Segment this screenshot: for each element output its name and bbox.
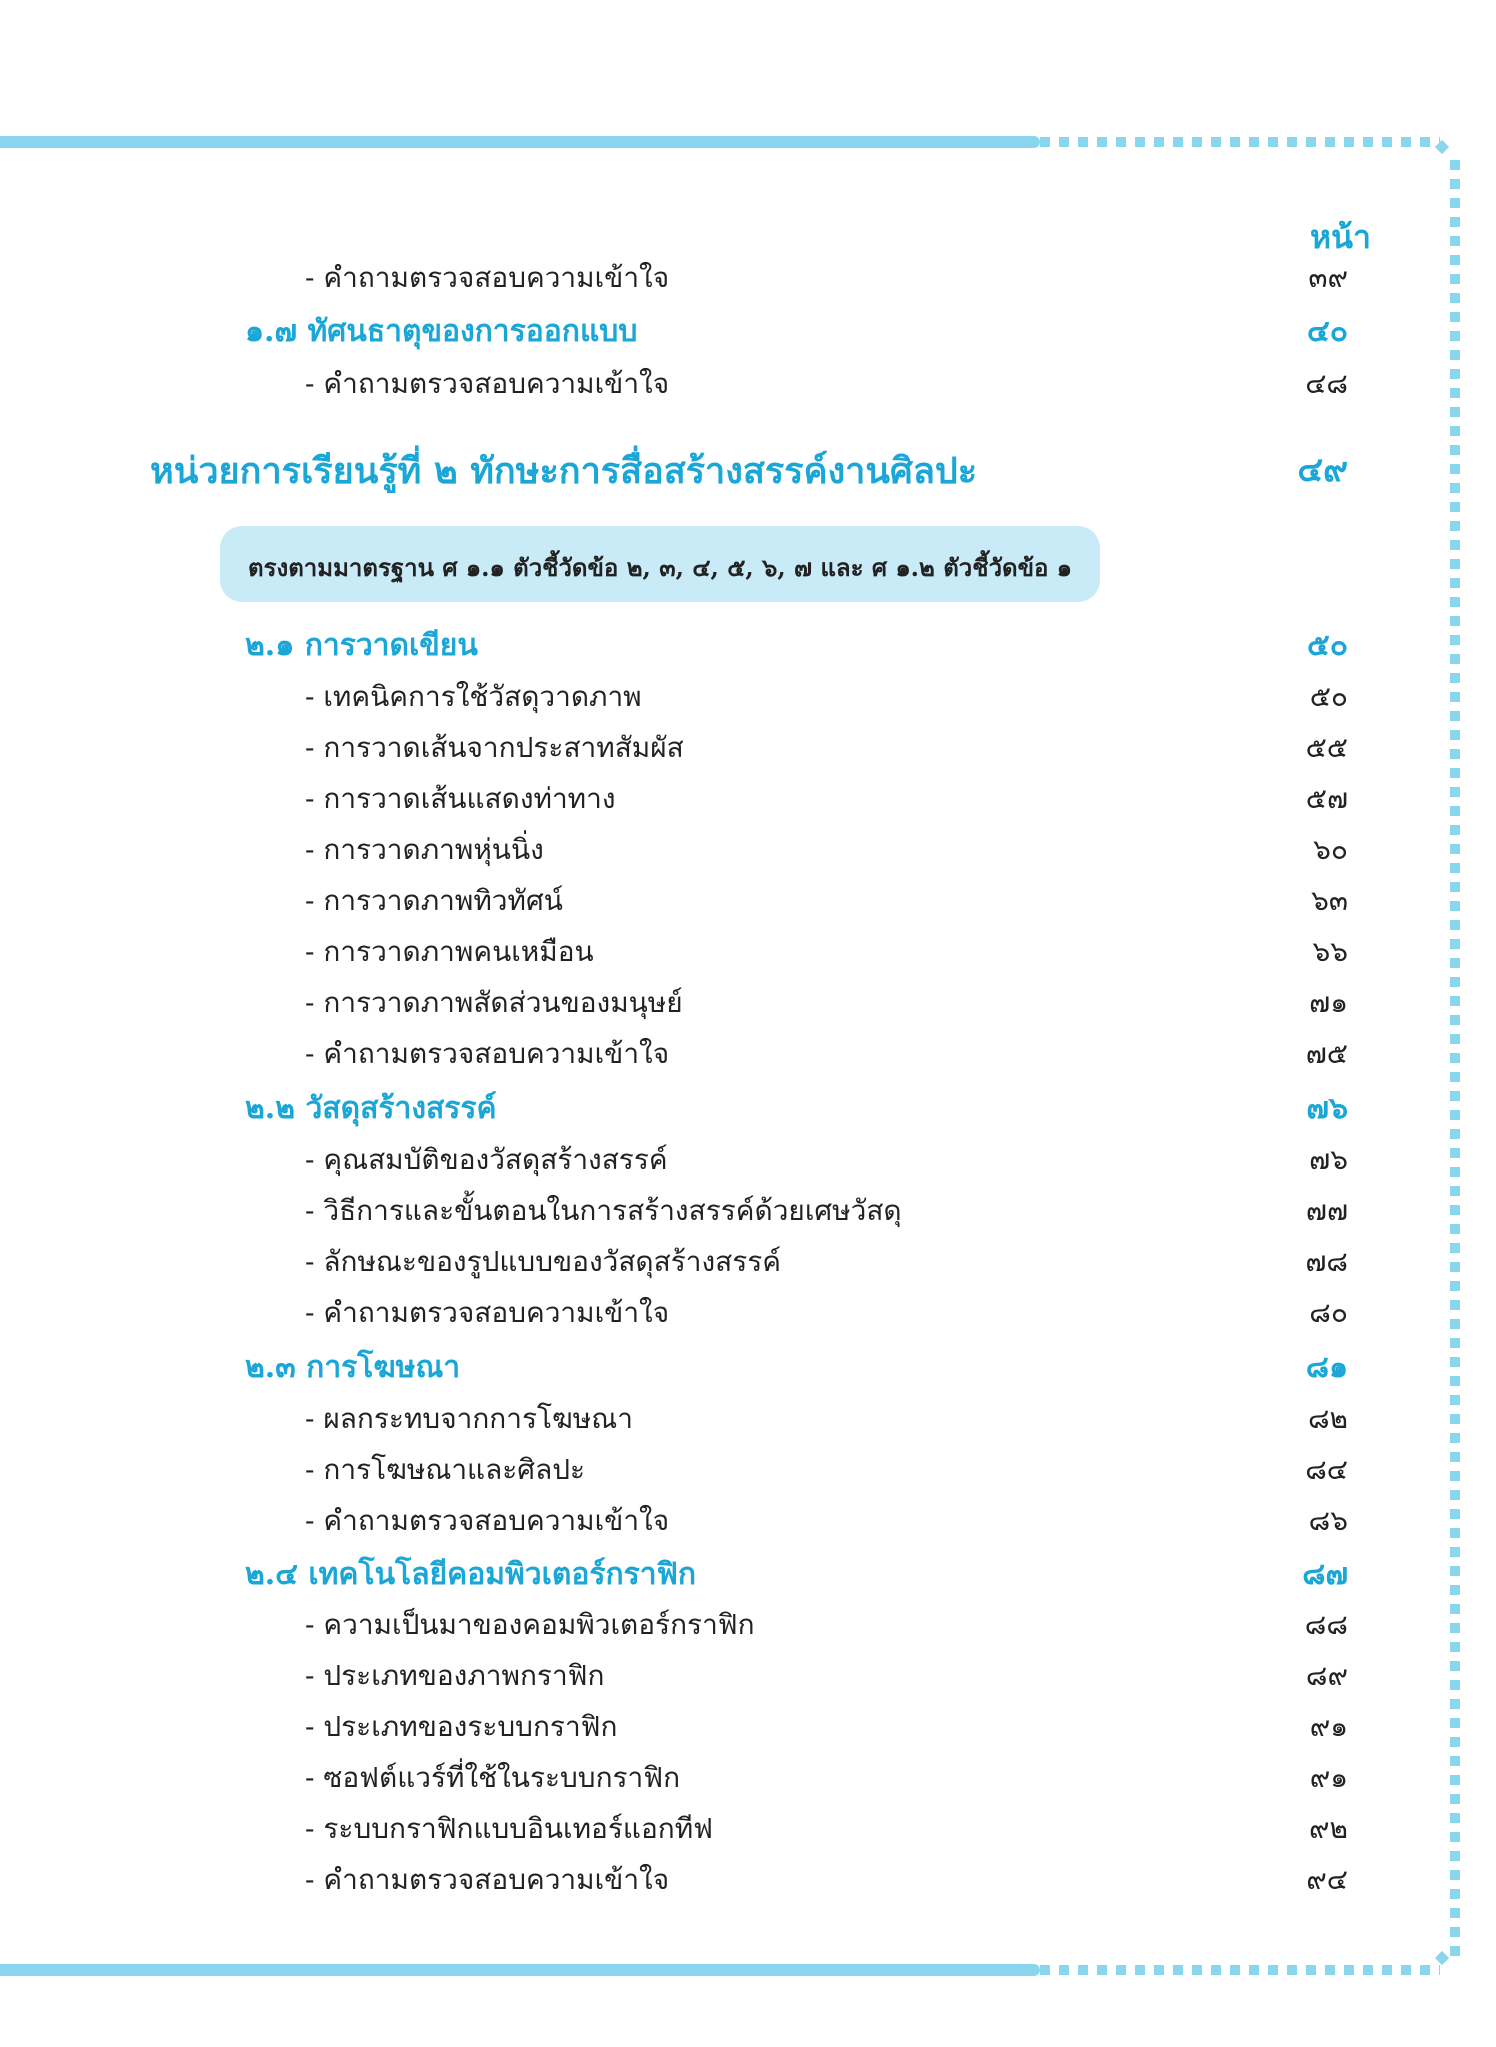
toc-entry-title: - คุณสมบัติของวัสดุสร้างสรรค์ <box>305 1143 668 1176</box>
toc-section-page: ๘๑ <box>1305 1350 1348 1385</box>
toc-entry[interactable] <box>0 981 1496 1031</box>
toc-entry-title: - ลักษณะของรูปแบบของวัสดุสร้างสรรค์ <box>305 1245 782 1278</box>
toc-section-title: ๒.๓ การโฆษณา <box>245 1350 461 1385</box>
toc-entry-title: - การวาดภาพคนเหมือน <box>305 935 594 968</box>
toc-entry-page: ๘๘ <box>1304 1608 1348 1641</box>
toc-entry-title: - คำถามตรวจสอบความเข้าใจ <box>305 1037 670 1070</box>
toc-entry-page: ๗๘ <box>1305 1245 1348 1278</box>
toc-entry-page: ๙๑ <box>1309 1761 1348 1794</box>
toc-section-page: ๕๐ <box>1306 628 1348 663</box>
toc-entry-title: - ประเภทของภาพกราฟิก <box>305 1659 605 1692</box>
learning-standard-box: ตรงตามมาตรฐาน ศ ๑.๑ ตัวชี้วัดข้อ ๒, ๓, ๔, ๕, ๖, ๗ และ ศ ๑.๒ ตัวชี้วัดข้อ ๑ <box>220 526 1100 602</box>
toc-entry[interactable] <box>0 1705 1496 1755</box>
toc-section[interactable] <box>0 308 1496 358</box>
toc-entry-page: ๘๖ <box>1308 1504 1348 1537</box>
toc-entry-page: ๓๙ <box>1308 261 1348 294</box>
toc-entry[interactable] <box>0 1448 1496 1498</box>
toc-entry-page: ๔๘ <box>1305 367 1348 400</box>
toc-entry-page: ๘๙ <box>1305 1659 1348 1692</box>
toc-entry-page: ๙๑ <box>1309 1710 1348 1743</box>
toc-unit-title: หน่วยการเรียนรู้ที่ ๒ ทักษะการสื่อสร้างสรรค์งานศิลปะ <box>150 450 978 492</box>
toc-entry[interactable] <box>0 1240 1496 1290</box>
toc-entry-page: ๕๕ <box>1305 731 1348 764</box>
toc-entry-title: - การโฆษณาและศิลปะ <box>305 1453 586 1486</box>
toc-entry[interactable] <box>0 930 1496 980</box>
toc-entry-title: - คำถามตรวจสอบความเข้าใจ <box>305 1504 670 1537</box>
toc-entry[interactable] <box>0 726 1496 776</box>
toc-entry-title: - การวาดภาพทิวทัศน์ <box>305 884 563 917</box>
toc-entry[interactable] <box>0 828 1496 878</box>
toc-entry[interactable] <box>0 1807 1496 1857</box>
toc-section[interactable] <box>0 1085 1496 1135</box>
bottom-border-dashes <box>1040 1965 1440 1975</box>
toc-entry-title: - เทคนิคการใช้วัสดุวาดภาพ <box>305 680 642 713</box>
toc-entry-title: - คำถามตรวจสอบความเข้าใจ <box>305 367 670 400</box>
toc-section[interactable] <box>0 1551 1496 1601</box>
toc-entry-page: ๖๖ <box>1312 935 1348 968</box>
page-column-header: หน้า <box>1310 218 1371 256</box>
toc-entry[interactable] <box>0 1756 1496 1806</box>
toc-section[interactable] <box>0 622 1496 672</box>
toc-section-page: ๔๐ <box>1306 314 1348 349</box>
bottom-border-bar <box>0 1964 1040 1976</box>
top-border-dashes <box>1040 137 1440 147</box>
toc-entry[interactable] <box>0 675 1496 725</box>
toc-entry-title: - การวาดภาพสัดส่วนของมนุษย์ <box>305 986 683 1019</box>
toc-entry-page: ๖๓ <box>1311 884 1348 917</box>
toc-entry-title: - การวาดเส้นแสดงท่าทาง <box>305 782 616 815</box>
toc-entry[interactable] <box>0 1189 1496 1239</box>
toc-entry[interactable] <box>0 1499 1496 1549</box>
toc-entry[interactable] <box>0 1858 1496 1908</box>
toc-section-title: ๑.๗ ทัศนธาตุของการออกแบบ <box>245 314 638 349</box>
toc-section-title: ๒.๑ การวาดเขียน <box>245 628 478 663</box>
toc-unit-page: ๔๙ <box>1297 450 1348 490</box>
toc-entry-title: - คำถามตรวจสอบความเข้าใจ <box>305 261 670 294</box>
toc-entry-title: - ซอฟต์แวร์ที่ใช้ในระบบกราฟิก <box>305 1761 681 1794</box>
toc-entry[interactable] <box>0 879 1496 929</box>
toc-entry[interactable] <box>0 1032 1496 1082</box>
toc-unit-heading[interactable] <box>0 442 1496 502</box>
toc-entry[interactable] <box>0 777 1496 827</box>
toc-section-page: ๘๗ <box>1302 1557 1348 1592</box>
toc-entry-page: ๙๔ <box>1306 1863 1348 1896</box>
toc-entry-page: ๕๗ <box>1305 782 1348 815</box>
toc-section[interactable] <box>0 1344 1496 1394</box>
toc-entry-page: ๗๕ <box>1305 1037 1348 1070</box>
toc-entry-title: - คำถามตรวจสอบความเข้าใจ <box>305 1863 670 1896</box>
toc-entry-page: ๕๐ <box>1309 680 1348 713</box>
toc-entry[interactable] <box>0 362 1496 412</box>
toc-entry[interactable] <box>0 256 1496 306</box>
toc-entry-page: ๙๒ <box>1309 1812 1348 1845</box>
toc-entry-title: - การวาดภาพหุ่นนิ่ง <box>305 833 544 866</box>
toc-entry-page: ๗๖ <box>1309 1143 1348 1176</box>
toc-entry-page: ๘๒ <box>1307 1402 1348 1435</box>
toc-entry-title: - การวาดเส้นจากประสาทสัมผัส <box>305 731 684 764</box>
toc-entry-title: - ความเป็นมาของคอมพิวเตอร์กราฟิก <box>305 1608 755 1641</box>
top-border-bar <box>0 136 1040 148</box>
toc-entry-title: - วิธีการและขั้นตอนในการสร้างสรรค์ด้วยเศษวัสดุ <box>305 1194 902 1227</box>
toc-entry-title: - ประเภทของระบบกราฟิก <box>305 1710 618 1743</box>
toc-entry[interactable] <box>0 1291 1496 1341</box>
toc-entry[interactable] <box>0 1397 1496 1447</box>
bottom-right-corner-ornament <box>1435 1951 1449 1965</box>
toc-entry-title: - ผลกระทบจากการโฆษณา <box>305 1402 633 1435</box>
toc-entry-page: ๗๗ <box>1305 1194 1348 1227</box>
toc-section-title: ๒.๒ วัสดุสร้างสรรค์ <box>245 1091 497 1126</box>
toc-section-page: ๗๖ <box>1306 1091 1348 1126</box>
toc-entry[interactable] <box>0 1138 1496 1188</box>
toc-entry-page: ๗๑ <box>1309 986 1348 1019</box>
toc-entry[interactable] <box>0 1654 1496 1704</box>
toc-entry[interactable] <box>0 1603 1496 1653</box>
toc-entry-page: ๘๔ <box>1305 1453 1348 1486</box>
toc-entry-page: ๖๐ <box>1313 833 1348 866</box>
toc-entry-page: ๘๐ <box>1309 1296 1348 1329</box>
toc-entry-title: - ระบบกราฟิกแบบอินเทอร์แอกทีฟ <box>305 1812 714 1845</box>
toc-entry-title: - คำถามตรวจสอบความเข้าใจ <box>305 1296 670 1329</box>
toc-section-title: ๒.๔ เทคโนโลยีคอมพิวเตอร์กราฟิก <box>245 1557 697 1592</box>
